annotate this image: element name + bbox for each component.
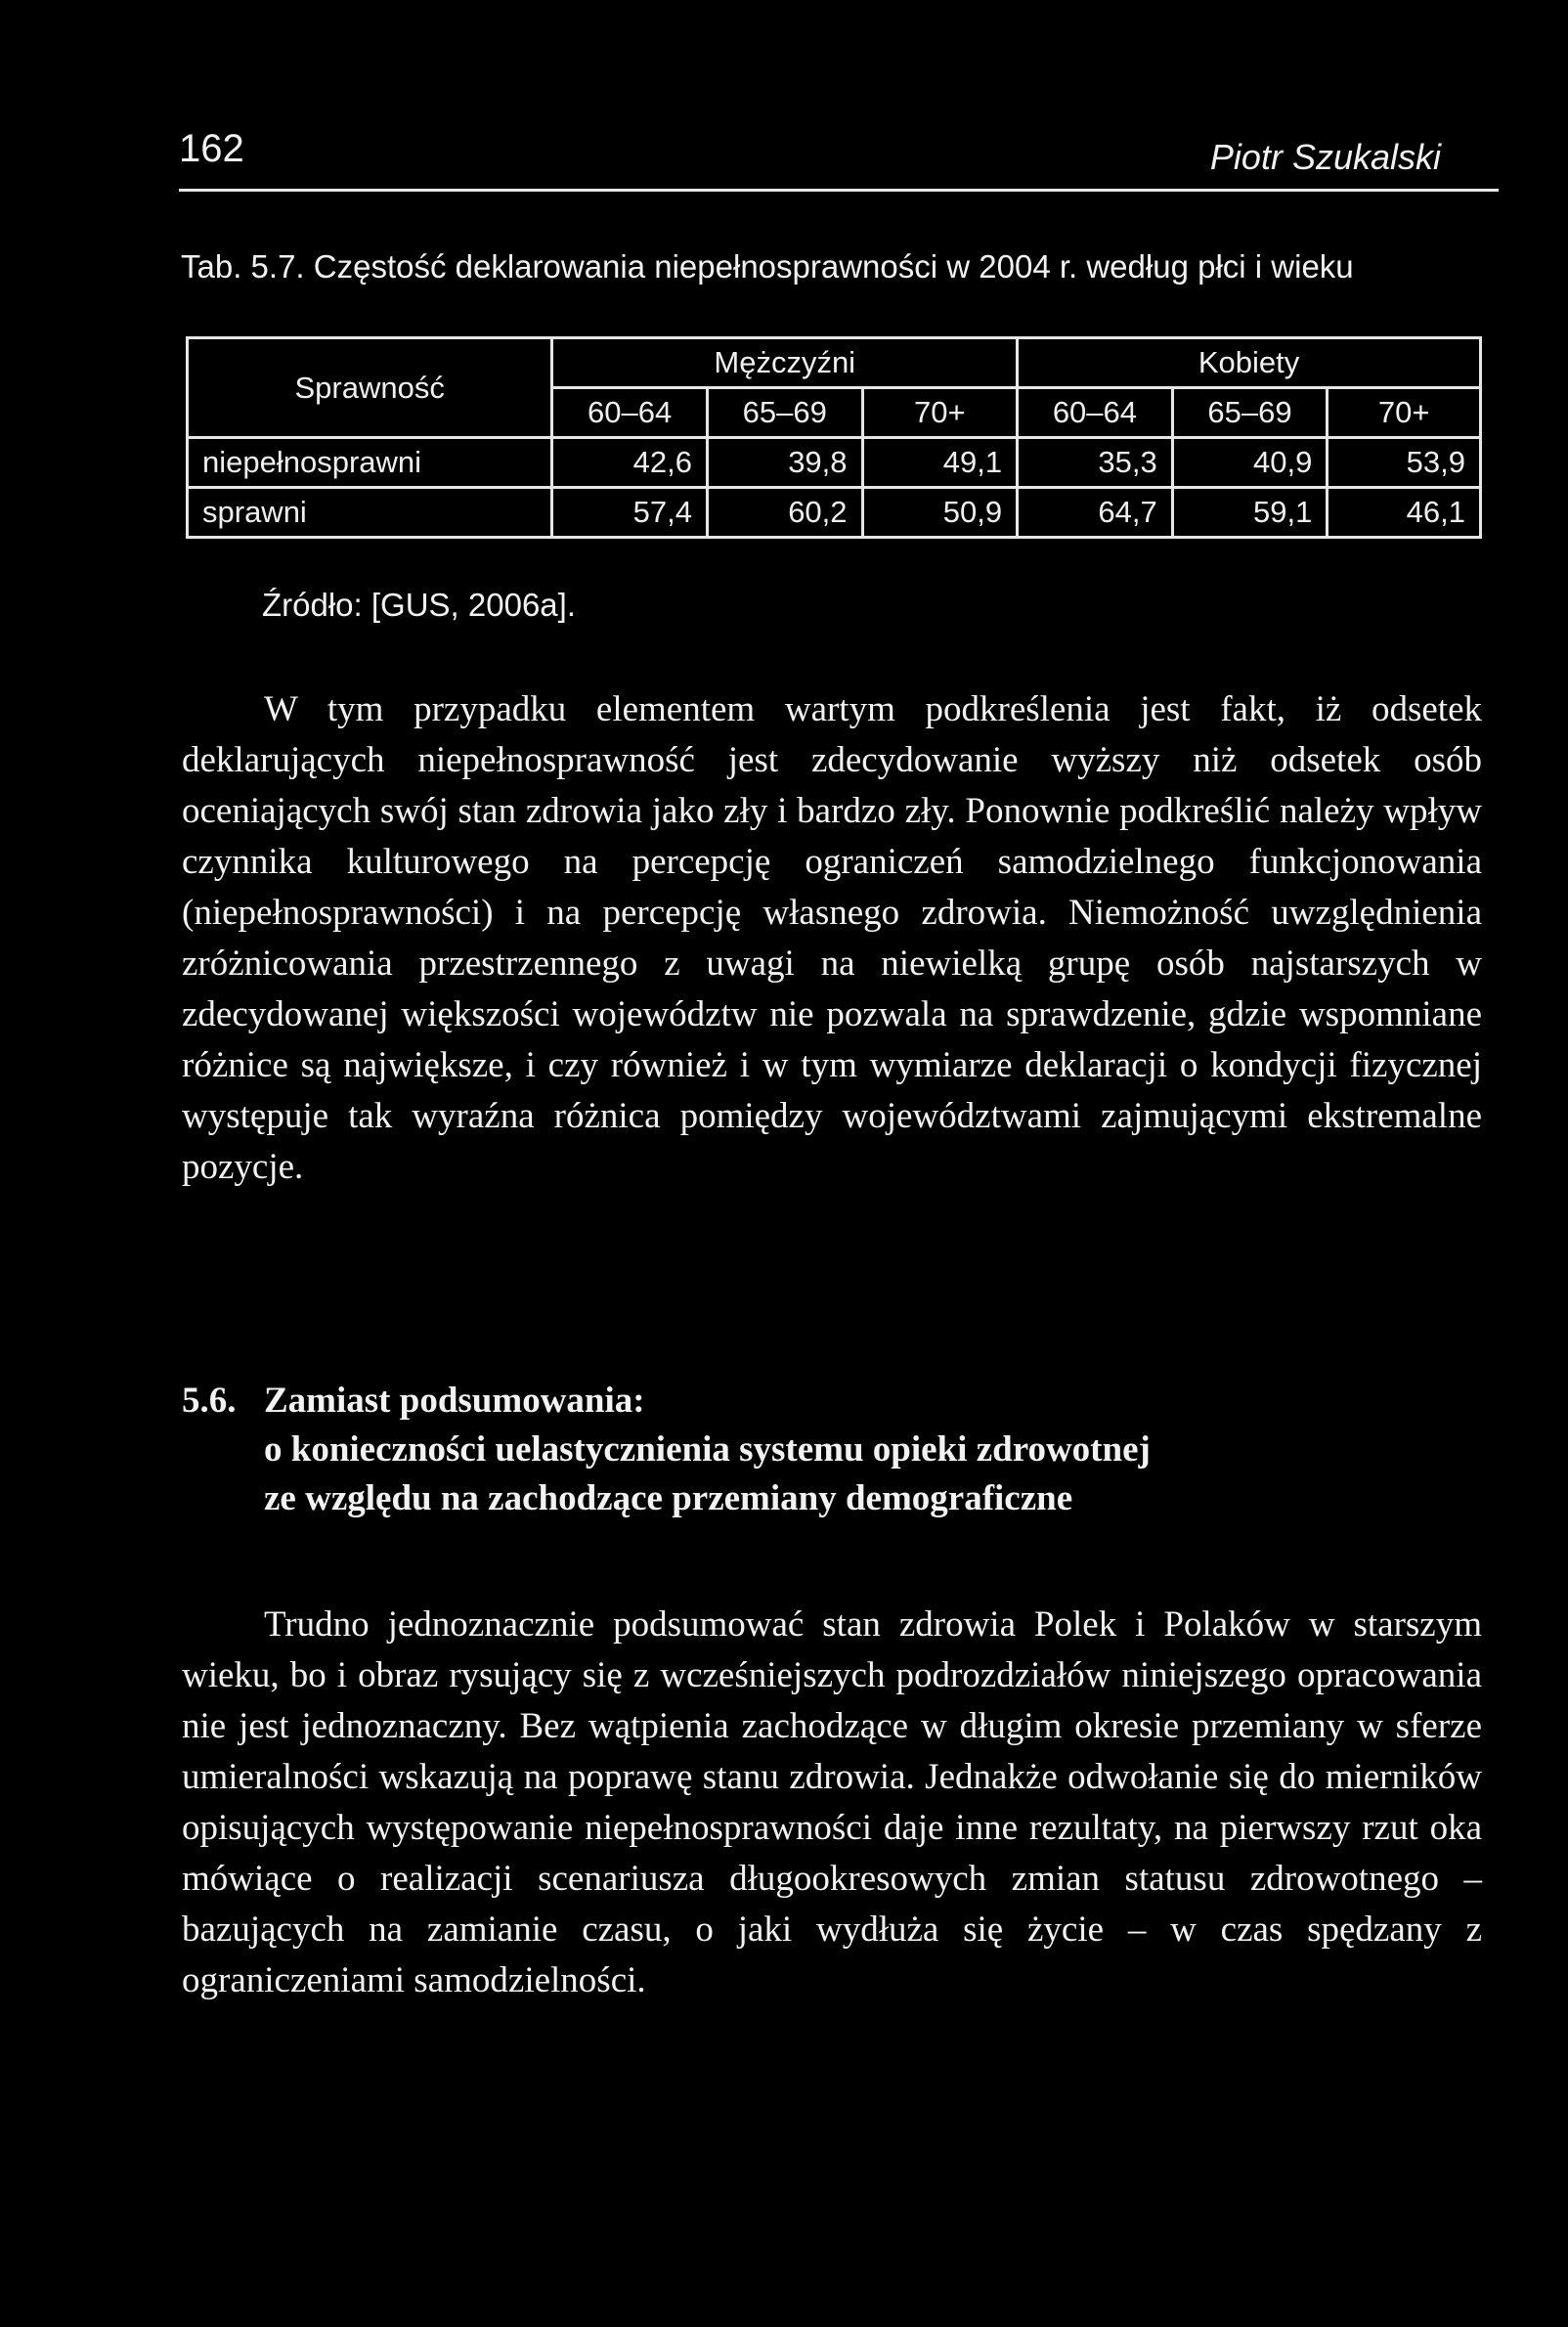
- table-row-label: sprawni: [188, 488, 552, 538]
- table-cell: 53,9: [1328, 438, 1481, 488]
- table-header-row-groups: [188, 338, 1481, 388]
- page-number: 162: [179, 127, 244, 170]
- table-header-age: 70+: [862, 388, 1018, 438]
- table-caption: Tab. 5.7. Częstość deklarowania niepełnosprawności w 2004 r. według płci i wieku: [181, 248, 1354, 285]
- section-number: 5.6.: [182, 1381, 237, 1421]
- table-header-fitness: Sprawność: [188, 338, 552, 438]
- table-header-age: 60–64: [1018, 388, 1173, 438]
- table-row-label: niepełnosprawni: [188, 438, 552, 488]
- table-header-men: Mężczyźni: [552, 338, 1018, 388]
- table-cell: 57,4: [552, 488, 708, 538]
- section-title-line: ze względu na zachodzące przemiany demograficzne: [264, 1478, 1073, 1518]
- table-cell: 46,1: [1328, 488, 1481, 538]
- running-head-author: Piotr Szukalski: [1209, 137, 1441, 177]
- header-rule: [179, 189, 1499, 192]
- section-heading-line: [182, 1377, 1482, 1426]
- section-heading: [182, 1377, 1482, 1523]
- table-header-women: Kobiety: [1018, 338, 1481, 388]
- table-cell: 64,7: [1018, 488, 1173, 538]
- table-cell: 42,6: [552, 438, 708, 488]
- disability-table: [186, 336, 1482, 539]
- table-source-note: Źródło: [GUS, 2006a].: [262, 587, 576, 623]
- table-cell: 59,1: [1172, 488, 1328, 538]
- table-cell: 40,9: [1172, 438, 1328, 488]
- body-paragraph: Trudno jednoznacznie podsumować stan zdrowia Polek i Polaków w starszym wieku, bo i obraz rysujący się z wcześniejszych podrozdziałów niniejszego opracowania nie jest jednoznaczny. Bez wątpienia zachodzące w długim okresie przemiany w sferze umieralności wskazują na poprawę stanu zdrowia. Jednakże odwołanie się do mierników opisujących występowanie niepełnosprawności daje inne rezultaty, na pierwszy rzut oka mówiące o realizacji scenariusza długookresowych zmian statusu zdrowotnego – bazujących na zamianie czasu, o jaki wydłuża się życie – w czas spędzany z ograniczeniami samodzielności.: [182, 1604, 1482, 2000]
- table-header-age: 65–69: [707, 388, 862, 438]
- table-header-age: 65–69: [1172, 388, 1328, 438]
- section-title-line: o konieczności uelastycznienia systemu opieki zdrowotnej: [264, 1429, 1151, 1470]
- table-cell: 60,2: [707, 488, 862, 538]
- table-header-age: 60–64: [552, 388, 708, 438]
- table-row: [188, 488, 1481, 538]
- table-cell: 50,9: [862, 488, 1018, 538]
- table-cell: 35,3: [1018, 438, 1173, 488]
- table-cell: 39,8: [707, 438, 862, 488]
- table-row: [188, 438, 1481, 488]
- table-cell: 49,1: [862, 438, 1018, 488]
- table-header-age: 70+: [1328, 388, 1481, 438]
- section-title-line: Zamiast podsumowania:: [264, 1381, 645, 1421]
- body-paragraph: W tym przypadku elementem wartym podkreślenia jest fakt, iż odsetek deklarujących niepełnosprawność jest zdecydowanie wyższy niż odsetek osób oceniających swój stan zdrowia jako zły i bardzo zły. Ponownie podkreślić należy wpływ czynnika kulturowego na percepcję ograniczeń samodzielnego funkcjonowania (niepełnosprawności) i na percepcję własnego zdrowia. Niemożność uwzględnienia zróżnicowania przestrzennego z uwagi na niewielką grupę osób najstarszych w zdecydowanej większości województw nie pozwala na sprawdzenie, gdzie wspomniane różnice są największe, i czy również i w tym wymiarze deklaracji o kondycji fizycznej występuje tak wyraźna różnica pomiędzy województwami zajmującymi ekstremalne pozycje.: [182, 689, 1482, 1187]
